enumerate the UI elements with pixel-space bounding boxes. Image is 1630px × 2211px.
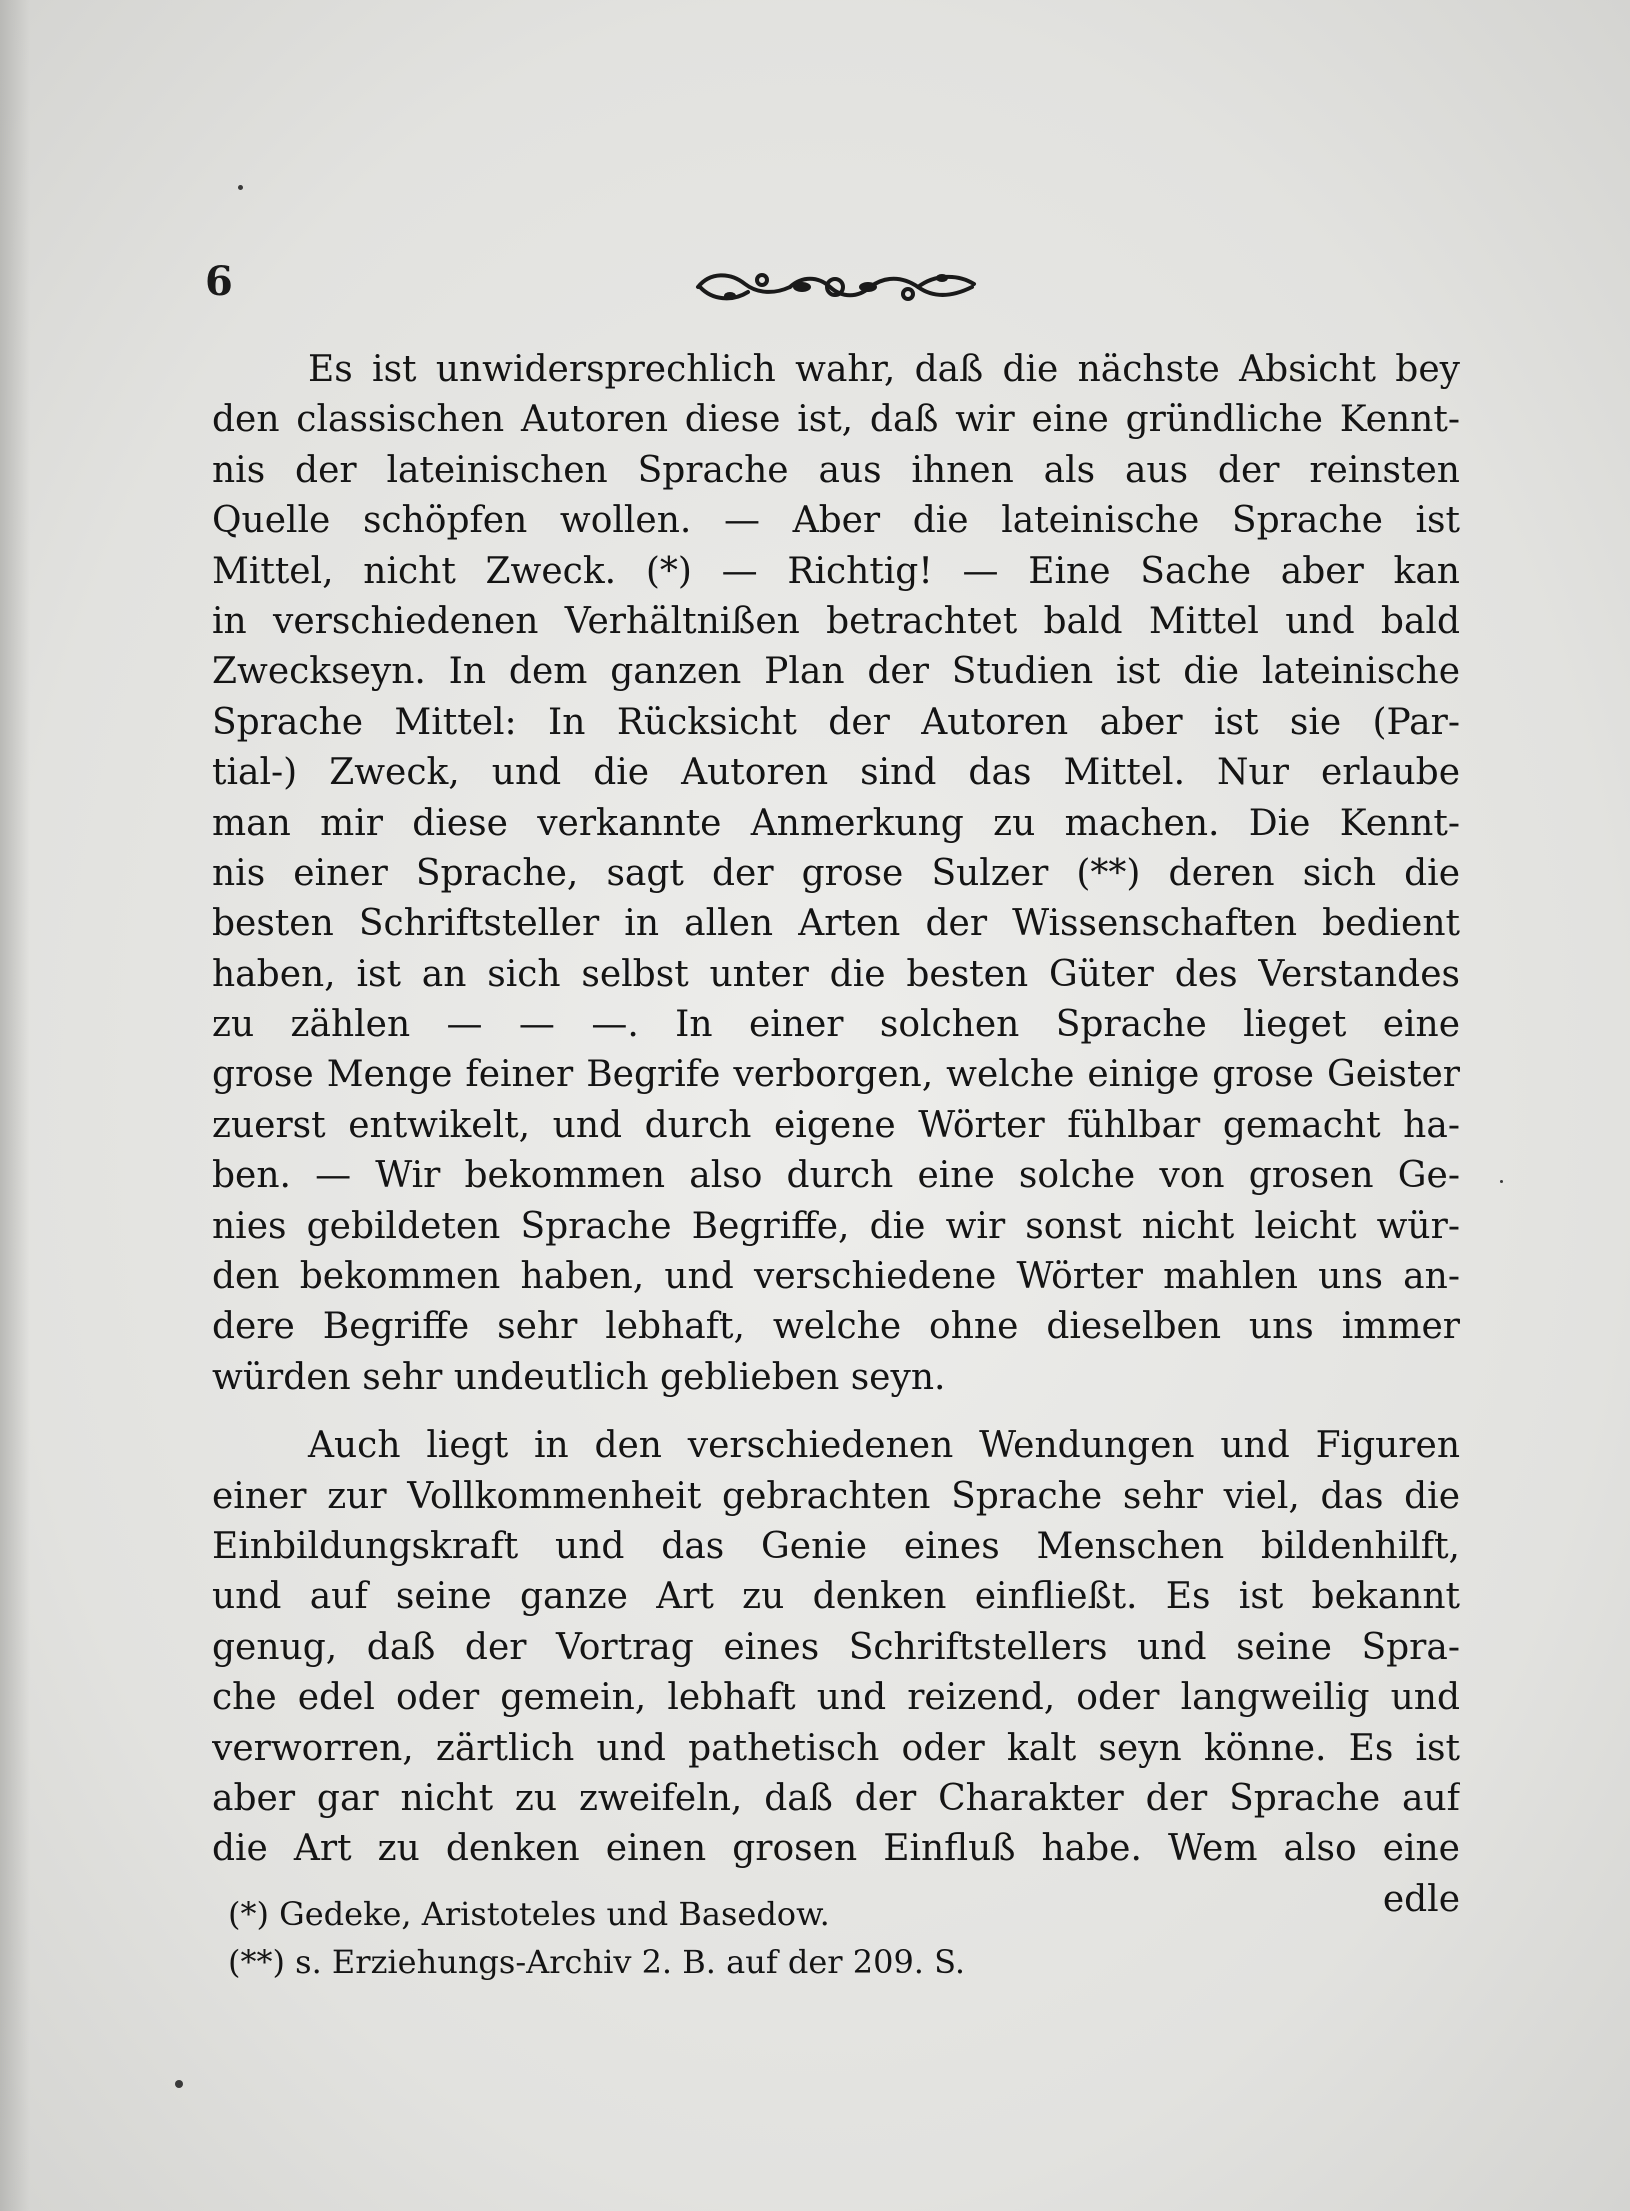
text-line: die Art zu denken einen grosen Einfluß habe. Wem also eine bbox=[212, 1828, 1460, 1870]
text-line: che edel oder gemein, lebhaft und reizend, oder langweilig und bbox=[212, 1677, 1460, 1719]
speck bbox=[238, 185, 243, 190]
text-line: zu zählen — — —. In einer solchen Sprache lieget eine bbox=[212, 1004, 1460, 1046]
text-line: nies gebildeten Sprache Begriffe, die wir sonst nicht leicht wür- bbox=[212, 1205, 1460, 1247]
text-line: den bekommen haben, und verschiedene Wörter mahlen uns an- bbox=[212, 1256, 1460, 1298]
text-line: tial-) Zweck, und die Autoren sind das Mittel. Nur erlaube bbox=[212, 752, 1460, 794]
footnotes bbox=[228, 1890, 1328, 1986]
text-line: ben. — Wir bekommen also durch eine solche von grosen Ge- bbox=[212, 1155, 1460, 1197]
text-line: man mir diese verkannte Anmerkung zu machen. Die Kennt- bbox=[212, 802, 1460, 844]
text-line: verworren, zärtlich und pathetisch oder kalt seyn könne. Es ist bbox=[212, 1727, 1460, 1769]
text-line: und auf seine ganze Art zu denken einfließt. Es ist bekannt bbox=[212, 1576, 1460, 1618]
text-line: besten Schriftsteller in allen Arten der Wissenschaften bedient bbox=[212, 903, 1460, 945]
text-line: Es ist unwidersprechlich wahr, daß die nächste Absicht bey bbox=[308, 349, 1460, 390]
text-line: genug, daß der Vortrag eines Schriftstellers und seine Spra- bbox=[212, 1626, 1460, 1668]
vine-scroll-ornament-icon bbox=[690, 262, 980, 312]
text-line: Einbildungskraft und das Genie eines Menschen bildenhilft, bbox=[212, 1525, 1460, 1567]
page-shadow-edge bbox=[0, 0, 30, 2211]
text-line: haben, ist an sich selbst unter die besten Güter des Verstandes bbox=[212, 953, 1460, 995]
text-line: einer zur Vollkommenheit gebrachten Sprache sehr viel, das die bbox=[212, 1475, 1460, 1517]
paragraph-gap bbox=[212, 1403, 1460, 1421]
text-line: würden sehr undeutlich geblieben seyn. bbox=[212, 1356, 946, 1398]
text-line: nis einer Sprache, sagt der grose Sulzer (**) deren sich die bbox=[212, 852, 1460, 894]
footnote: (**) s. Erziehungs-Archiv 2. B. auf der 209. S. bbox=[228, 1943, 966, 1981]
footnote: (*) Gedeke, Aristoteles und Basedow. bbox=[228, 1895, 830, 1933]
text-line: zuerst entwikelt, und durch eigene Wörter fühlbar gemacht ha- bbox=[212, 1104, 1460, 1146]
text-line: Mittel, nicht Zweck. (*) — Richtig! — Eine Sache aber kan bbox=[212, 550, 1460, 592]
text-line: grose Menge feiner Begrife verborgen, welche einige grose Geister bbox=[212, 1054, 1460, 1096]
text-line: aber gar nicht zu zweifeln, daß der Charakter der Sprache auf bbox=[212, 1777, 1460, 1819]
text-line: nis der lateinischen Sprache aus ihnen als aus der reinsten bbox=[212, 449, 1460, 491]
text-line: in verschiedenen Verhältnißen betrachtet bald Mittel und bald bbox=[212, 600, 1460, 642]
text-line: den classischen Autoren diese ist, daß wir eine gründliche Kennt- bbox=[212, 399, 1460, 441]
text-line: dere Begriffe sehr lebhaft, welche ohne dieselben uns immer bbox=[212, 1306, 1460, 1348]
paragraph-1 bbox=[212, 345, 1460, 1403]
speck bbox=[175, 2080, 183, 2088]
catchword: edle bbox=[1382, 1878, 1460, 1920]
speck bbox=[1500, 1180, 1503, 1183]
paragraph-2 bbox=[212, 1421, 1460, 1875]
page-number: 6 bbox=[205, 258, 233, 305]
body-text bbox=[212, 345, 1460, 1925]
text-line: Zweckseyn. In dem ganzen Plan der Studien ist die lateinische bbox=[212, 651, 1460, 693]
text-line: Auch liegt in den verschiedenen Wendungen und Figuren bbox=[308, 1425, 1460, 1467]
text-line: Quelle schöpfen wollen. — Aber die lateinische Sprache ist bbox=[212, 500, 1460, 542]
text-line: Sprache Mittel: In Rücksicht der Autoren aber ist sie (Par- bbox=[212, 701, 1460, 743]
